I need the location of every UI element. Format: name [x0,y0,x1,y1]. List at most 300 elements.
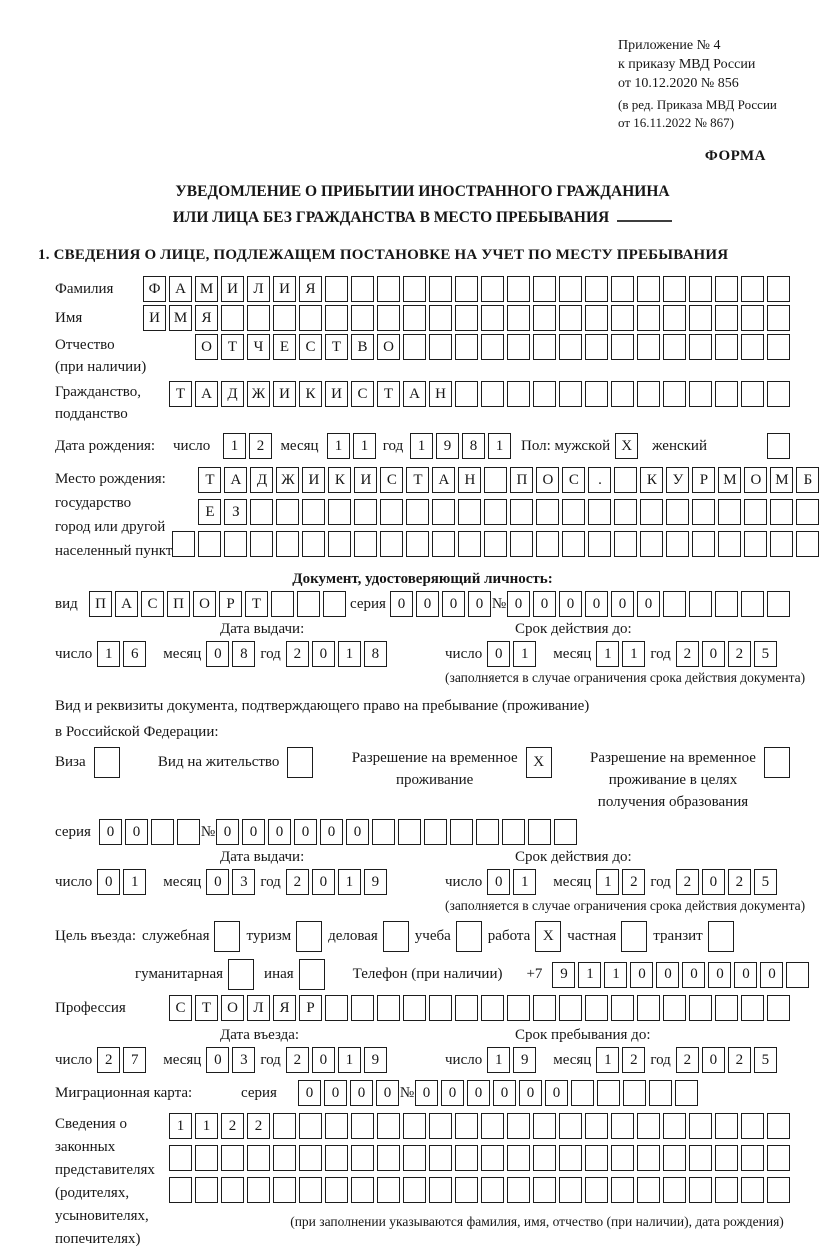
char-cell [715,995,738,1021]
char-cell [637,305,660,331]
char-cell: 0 [487,869,510,895]
other-checkbox [299,959,325,990]
citizenship-cells [169,381,790,407]
birth-date-row [55,433,790,459]
char-cell [741,276,764,302]
char-cell: 2 [728,869,751,895]
char-cell: 2 [286,641,309,667]
char-cell: 0 [493,1080,516,1106]
char-cell [354,531,377,557]
char-cell: Т [198,467,221,493]
char-cell [741,381,764,407]
residence-intro-line1: Вид и реквизиты документа, подтверждающего право на пребывание (проживание) [55,698,590,714]
surname-cells [143,276,790,302]
char-cell [299,1113,322,1139]
valid-day-cells [487,869,536,895]
char-cell: О [193,591,216,617]
char-cell [637,334,660,360]
citizenship-label: Гражданство, подданство [55,384,142,422]
char-cell [767,276,790,302]
char-cell [325,1177,348,1203]
char-cell: 1 [327,433,350,459]
char-cell: 9 [513,1047,536,1073]
char-cell: 5 [754,1047,777,1073]
char-cell: 0 [268,819,291,845]
month-label: месяц [163,1051,202,1068]
form-title-line2: ИЛИ ЛИЦА БЕЗ ГРАЖДАНСТВА В МЕСТО ПРЕБЫВАНИЯ [55,205,790,231]
char-cell: 0 [519,1080,542,1106]
purpose-other: иная [264,959,325,990]
char-cell: Р [692,467,715,493]
representatives-row2 [169,1145,790,1171]
given-name-label: Имя [55,310,83,326]
char-cell [689,591,712,617]
char-cell: 1 [223,433,246,459]
char-cell [715,591,738,617]
char-cell: 1 [338,641,361,667]
char-cell: И [143,305,166,331]
char-cell: 0 [702,641,725,667]
entry-date-group [55,1026,445,1073]
char-cell [715,1113,738,1139]
char-cell: Т [406,467,429,493]
patronymic-cells [195,334,790,360]
valid-date-line [445,641,805,667]
char-cell [455,1145,478,1171]
sex-male-checkbox [615,433,638,459]
year-label: год [650,1051,671,1068]
char-cell: 0 [468,591,491,617]
char-cell: 1 [97,641,120,667]
birth-place-row1 [198,467,819,493]
char-cell [533,1177,556,1203]
char-cell [585,276,608,302]
char-cell: 2 [676,641,699,667]
char-cell [510,531,533,557]
char-cell [640,499,663,525]
char-cell: 0 [350,1080,373,1106]
char-cell: С [141,591,164,617]
char-cell [328,531,351,557]
surname-row [55,276,790,302]
char-cell [481,381,504,407]
char-cell: 1 [410,433,433,459]
char-cell: К [299,381,322,407]
char-cell: 0 [320,819,343,845]
purpose-tourism: туризм [246,921,322,952]
residence-permit-checkbox [287,747,313,778]
char-cell [456,921,482,952]
char-cell [507,305,530,331]
residence-series-cells [99,819,200,845]
series-label: серия [241,1085,277,1101]
issue-year-cells [286,641,387,667]
sex-female-label: женский [652,438,707,454]
char-cell [484,531,507,557]
char-cell [611,1177,634,1203]
char-cell: 9 [436,433,459,459]
char-cell: С [299,334,322,360]
char-cell: А [224,467,247,493]
temp-residence-education-checkbox [764,747,790,778]
char-cell: 0 [487,641,510,667]
issue-year-cells [286,869,387,895]
char-cell: А [403,381,426,407]
entry-date-heading: Дата въезда: [220,1027,300,1043]
char-cell [614,467,637,493]
char-cell [715,334,738,360]
char-cell [195,1177,218,1203]
entry-date-line [55,1047,445,1073]
char-cell [195,1145,218,1171]
char-cell [403,1145,426,1171]
year-label: год [650,645,671,662]
char-cell [689,1145,712,1171]
char-cell [597,1080,620,1106]
char-cell: 0 [708,962,731,988]
char-cell [663,995,686,1021]
char-cell: 0 [611,591,634,617]
purpose-study: учеба [415,921,482,952]
char-cell: 2 [249,433,272,459]
residence-doc-options [55,747,790,813]
char-cell [744,499,767,525]
residence-issue-group [55,848,445,914]
char-cell [764,747,790,778]
char-cell: 0 [390,591,413,617]
char-cell [455,381,478,407]
char-cell [214,921,240,952]
char-cell: О [195,334,218,360]
char-cell [767,433,790,459]
month-label: месяц [553,873,592,890]
char-cell [767,591,790,617]
profession-row [55,995,790,1021]
char-cell [276,499,299,525]
birth-month-cells [327,433,376,459]
profession-label: Профессия [55,1000,126,1016]
form-label: ФОРМА [704,148,766,164]
char-cell [767,1113,790,1139]
char-cell [325,305,348,331]
stay-until-line [445,1047,790,1073]
char-cell [481,995,504,1021]
char-cell: А [169,276,192,302]
char-cell [666,499,689,525]
char-cell [649,1080,672,1106]
month-label: месяц [553,645,592,662]
char-cell: 1 [169,1113,192,1139]
char-cell [383,921,409,952]
issue-date-heading: Дата выдачи: [220,849,305,865]
char-cell: С [351,381,374,407]
char-cell [689,305,712,331]
char-cell [481,276,504,302]
char-cell: 5 [754,641,777,667]
char-cell: И [302,467,325,493]
char-cell [767,1145,790,1171]
char-cell [718,499,741,525]
day-label: число [55,873,93,890]
char-cell [429,995,452,1021]
char-cell [271,591,294,617]
char-cell: В [351,334,374,360]
visit-purpose-label: Цель въезда: [55,928,136,944]
char-cell: Я [195,305,218,331]
char-cell: Е [273,334,296,360]
char-cell [533,305,556,331]
char-cell [715,381,738,407]
char-cell: 9 [552,962,575,988]
char-cell [403,305,426,331]
char-cell: 0 [760,962,783,988]
migration-number-cells [415,1080,698,1106]
char-cell: 8 [364,641,387,667]
representatives-cells-rows [169,1113,790,1230]
option-visa: Виза [55,747,120,778]
char-cell [481,1113,504,1139]
char-cell: П [89,591,112,617]
char-cell [559,305,582,331]
char-cell [585,334,608,360]
char-cell [372,819,395,845]
char-cell [571,1080,594,1106]
transit-checkbox [708,921,734,952]
char-cell: 0 [702,869,725,895]
char-cell [247,1145,270,1171]
char-cell [675,1080,698,1106]
identity-valid-group [445,620,805,686]
birth-date-label: Дата рождения: [55,438,156,454]
char-cell [666,531,689,557]
char-cell [718,531,741,557]
representatives-note: (при заполнении указываются фамилия, имя, отчество (при наличии), дата рождения) [290,1214,784,1229]
char-cell [611,276,634,302]
char-cell: О [221,995,244,1021]
char-cell [786,962,809,988]
business-checkbox [383,921,409,952]
year-label: год [260,873,281,890]
char-cell: 1 [195,1113,218,1139]
char-cell: Ж [247,381,270,407]
char-cell [767,995,790,1021]
char-cell [380,499,403,525]
char-cell [741,334,764,360]
char-cell: А [115,591,138,617]
char-cell: О [744,467,767,493]
char-cell [377,1145,400,1171]
char-cell: Т [221,334,244,360]
stay-year-cells [676,1047,777,1073]
representatives-row1 [169,1113,790,1139]
char-cell: Т [377,381,400,407]
char-cell: 0 [206,641,229,667]
char-cell [455,276,478,302]
char-cell [507,995,530,1021]
citizenship-row [55,381,790,425]
char-cell [351,276,374,302]
valid-month-cells [596,641,645,667]
char-cell [455,1113,478,1139]
char-cell [455,334,478,360]
char-cell: 1 [123,869,146,895]
char-cell [770,531,793,557]
char-cell: 2 [728,1047,751,1073]
char-cell [741,1113,764,1139]
travel-dates [55,1026,790,1073]
char-cell: Т [169,381,192,407]
char-cell: У [666,467,689,493]
sex-male-label: Пол: мужской [521,438,611,454]
identity-doc-kind-row [55,591,790,617]
char-cell [429,1113,452,1139]
char-cell [351,995,374,1021]
char-cell [621,921,647,952]
char-cell: К [328,467,351,493]
char-cell [481,305,504,331]
char-cell [481,334,504,360]
char-cell [351,1177,374,1203]
doc-kind-label: вид [55,596,78,612]
appendix-line: Приложение № 4 [618,38,721,53]
entry-month-cells [206,1047,255,1073]
char-cell [455,995,478,1021]
doc-series-label: серия [350,596,386,612]
char-cell: Е [198,499,221,525]
char-cell [221,1145,244,1171]
stay-until-group [445,1026,790,1073]
validity-note: (заполняется в случае ограничения срока действия документа) [445,898,806,913]
phone-label: Телефон (при наличии) [352,966,503,982]
appendix-reference [618,36,790,132]
char-cell [247,305,270,331]
char-cell: 2 [247,1113,270,1139]
char-cell: К [640,467,663,493]
char-cell [692,531,715,557]
char-cell [510,499,533,525]
char-cell: П [510,467,533,493]
char-cell [377,276,400,302]
birth-place-cells-rows [172,467,819,557]
char-cell [450,819,473,845]
char-cell [221,1177,244,1203]
char-cell [247,1177,270,1203]
residence-number-cells [216,819,577,845]
char-cell [715,305,738,331]
birth-place-row2 [198,499,819,525]
char-cell [611,1145,634,1171]
char-cell [432,499,455,525]
form-title-line1: УВЕДОМЛЕНИЕ О ПРИБЫТИИ ИНОСТРАННОГО ГРАЖДАНИНА [175,183,670,200]
number-label: № [399,1085,415,1101]
char-cell [533,995,556,1021]
char-cell [377,995,400,1021]
char-cell: 0 [734,962,757,988]
char-cell: Н [458,467,481,493]
char-cell: 0 [99,819,122,845]
char-cell [273,1113,296,1139]
char-cell: Т [325,334,348,360]
char-cell [744,531,767,557]
char-cell: С [380,467,403,493]
char-cell: 1 [338,1047,361,1073]
char-cell [502,819,525,845]
char-cell [455,1177,478,1203]
char-cell [325,995,348,1021]
char-cell: 2 [728,641,751,667]
char-cell [770,499,793,525]
char-cell: 0 [298,1080,321,1106]
char-cell: И [325,381,348,407]
char-cell [715,276,738,302]
char-cell [689,334,712,360]
char-cell: П [167,591,190,617]
char-cell: И [273,381,296,407]
char-cell [507,381,530,407]
char-cell [424,819,447,845]
char-cell: Ж [276,467,299,493]
purpose-transit: транзит [653,921,733,952]
visa-checkbox [94,747,120,778]
char-cell [325,1113,348,1139]
option-residence-permit: Вид на жительство [158,747,313,778]
char-cell [689,276,712,302]
char-cell [796,499,819,525]
char-cell [637,276,660,302]
day-label: число [445,873,483,890]
char-cell [559,995,582,1021]
migration-card-row [55,1080,790,1106]
char-cell [476,819,499,845]
entry-year-cells [286,1047,387,1073]
char-cell: 1 [513,869,536,895]
char-cell [663,1177,686,1203]
char-cell: 0 [533,591,556,617]
char-cell: 3 [232,1047,255,1073]
char-cell [585,1113,608,1139]
char-cell [588,531,611,557]
char-cell: 0 [637,591,660,617]
issue-month-cells [206,641,255,667]
char-cell [273,1177,296,1203]
char-cell [689,1177,712,1203]
char-cell [151,819,174,845]
amendment-note [618,96,790,132]
issue-date-heading: Дата выдачи: [220,621,305,637]
char-cell: М [718,467,741,493]
char-cell [221,305,244,331]
char-cell [325,276,348,302]
char-cell: Б [796,467,819,493]
char-cell: И [354,467,377,493]
char-cell [432,531,455,557]
char-cell: . [588,467,611,493]
issue-date-line [55,641,445,667]
char-cell: 0 [216,819,239,845]
char-cell: 2 [221,1113,244,1139]
doc-kind-cells [89,591,346,617]
surname-label: Фамилия [55,281,114,297]
humanitarian-checkbox [228,959,254,990]
purpose-humanitarian: гуманитарная [135,959,254,990]
char-cell [588,499,611,525]
char-cell [637,1113,660,1139]
char-cell [689,381,712,407]
option-temp-residence: Разрешение на временное проживание X [352,747,552,791]
char-cell: 0 [206,869,229,895]
char-cell [585,1145,608,1171]
char-cell [637,381,660,407]
